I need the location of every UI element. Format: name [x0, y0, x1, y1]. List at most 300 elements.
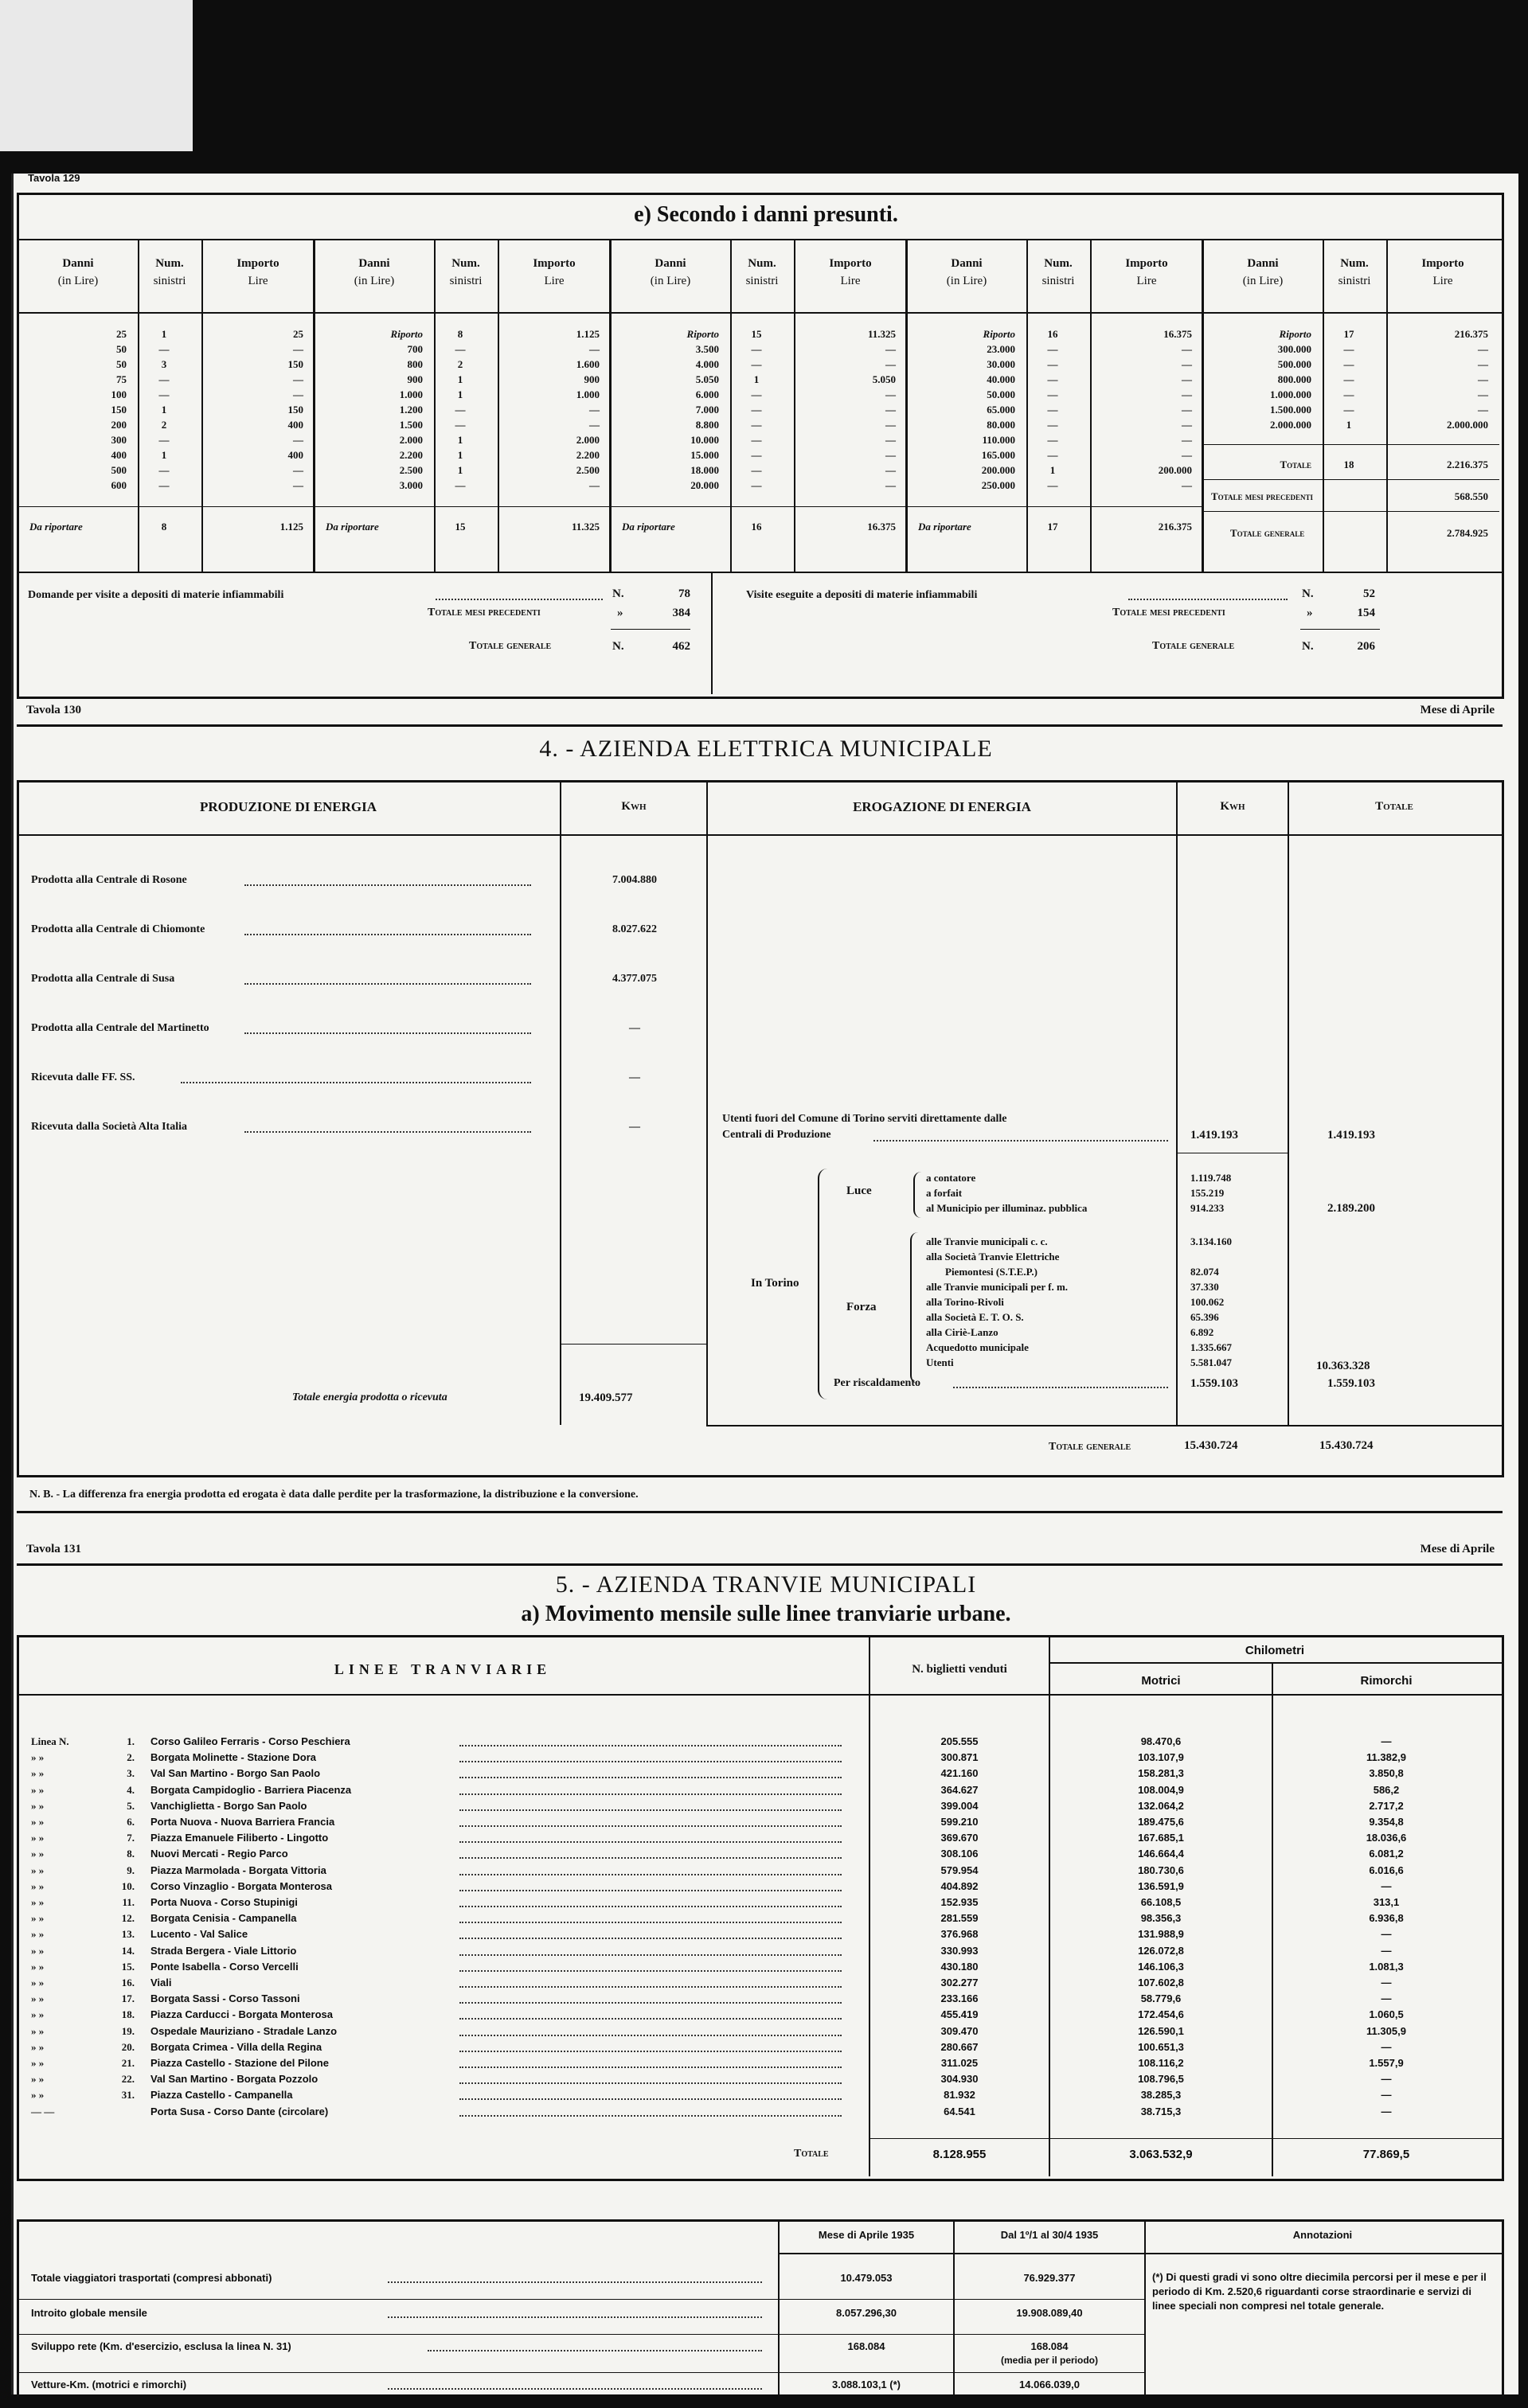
line-tickets: 399.004: [940, 1799, 979, 1812]
table-cell: —: [1182, 343, 1192, 355]
table-cell: 1: [1346, 419, 1352, 431]
line-rimorchi: —: [1381, 2040, 1392, 2053]
table-cell: —: [1047, 419, 1058, 431]
table-cell: 400: [111, 449, 127, 461]
forza-value: 82.074: [1190, 1266, 1219, 1278]
line-tickets: 152.935: [940, 1896, 979, 1908]
rule: [1203, 444, 1499, 445]
table-cell: —: [751, 404, 762, 416]
leader: [459, 2098, 842, 2100]
line-tickets: 311.025: [940, 2057, 979, 2069]
line-tickets: 430.180: [940, 1960, 979, 1973]
rule: [907, 506, 1203, 507]
line-number: 18.: [121, 2008, 135, 2021]
line-tickets: 300.871: [940, 1751, 979, 1764]
rule: [1176, 780, 1178, 1425]
line-prefix: » »: [31, 2057, 45, 2069]
line-name: Ospedale Mauriziano - Stradale Lanzo: [150, 2024, 338, 2037]
line-motrici: 108.004,9: [1138, 1783, 1184, 1796]
table-cell: 1.125: [576, 328, 600, 340]
leader: [953, 1387, 1168, 1388]
line-prefix: » »: [31, 1992, 45, 2005]
carry-forward: 11.325: [571, 521, 600, 533]
line-number: 3.: [127, 1767, 135, 1780]
table-cell: —: [885, 388, 896, 400]
rule: [17, 1694, 1503, 1696]
leader: [436, 599, 603, 600]
line-rimorchi: 6.016,6: [1369, 1864, 1404, 1876]
table-cell: —: [1182, 358, 1192, 370]
table-cell: 7.000: [695, 404, 719, 416]
line-tickets: 302.277: [940, 1977, 979, 1988]
table-cell: —: [885, 449, 896, 461]
visits-left-n-label: N.: [612, 587, 624, 600]
line-rimorchi: 6.936,8: [1369, 1912, 1404, 1925]
t131-title: 5. - AZIENDA TRANVIE MUNICIPALI: [555, 1571, 977, 1598]
visits-left-label: Domande per visite a depositi di materie infiammabili: [28, 589, 284, 601]
rule: [17, 1511, 1503, 1513]
line-motrici: 158.281,3: [1138, 1767, 1184, 1780]
column-header: Danni: [62, 257, 94, 270]
document-page: [11, 174, 1518, 2394]
table-cell: —: [158, 434, 170, 446]
table-cell: —: [1047, 343, 1058, 355]
table-cell: —: [1182, 388, 1192, 400]
rule: [17, 2334, 1144, 2335]
rule: [1144, 2219, 1146, 2394]
forza-value: 1.335.667: [1190, 1341, 1232, 1353]
table-cell: —: [293, 388, 303, 400]
table-cell: 3.500: [695, 343, 719, 355]
table-cell: —: [751, 358, 762, 370]
table-cell: —: [1478, 373, 1488, 385]
line-motrici: 108.796,5: [1138, 2073, 1184, 2086]
forza-label: alla Società E. T. O. S.: [926, 1311, 1024, 1323]
table-cell: Riporto: [1279, 328, 1311, 340]
table-cell: 50.000: [987, 388, 1015, 400]
t130-mese: Mese di Aprile: [1420, 704, 1495, 716]
t130-kwh2-header: Kwh: [1220, 800, 1245, 813]
line-tickets: 205.555: [940, 1735, 979, 1747]
table-cell: 500.000: [1277, 358, 1311, 370]
line-prefix: » »: [31, 1912, 45, 1925]
table-cell: —: [158, 373, 170, 385]
table-cell: 600: [111, 479, 127, 491]
t131-tot-label: Totale: [794, 2148, 829, 2160]
line-motrici: 146.664,4: [1138, 1848, 1184, 1860]
line-motrici: 100.651,3: [1138, 2040, 1184, 2053]
rule: [17, 2372, 1144, 2373]
t131-sum-h3: Annotazioni: [1292, 2229, 1353, 2241]
rule: [611, 506, 907, 507]
rule: [706, 1425, 1503, 1426]
table-cell: 700: [407, 343, 423, 355]
rule: [1288, 780, 1289, 1425]
table-cell: —: [293, 343, 303, 355]
table-cell: 11.325: [867, 328, 896, 340]
table-cell: —: [1343, 358, 1354, 370]
carry-forward: 16.375: [867, 521, 896, 533]
line-tickets: 304.930: [940, 2073, 979, 2086]
line-prefix: » »: [31, 1928, 45, 1941]
production-label: Prodotta alla Centrale del Martinetto: [31, 1022, 209, 1034]
t130-gen-tot: 15.430.724: [1319, 1439, 1374, 1452]
table-cell: 18.000: [690, 464, 719, 476]
table-cell: 2.200: [399, 449, 423, 461]
table-cell: —: [1047, 449, 1058, 461]
line-number: 12.: [121, 1912, 135, 1925]
line-prefix: » »: [31, 1783, 45, 1796]
leader: [459, 2018, 842, 2020]
column-header: Num.: [155, 257, 184, 270]
leader: [244, 884, 531, 886]
column-header: Importo: [1421, 257, 1464, 270]
line-name: Porta Nuova - Corso Stupinigi: [150, 1896, 298, 1908]
line-tickets: 280.667: [940, 2040, 979, 2053]
line-prefix: » »: [31, 2008, 45, 2021]
table-cell: 10.000: [690, 434, 719, 446]
table-cell: 6.000: [695, 388, 719, 400]
leader: [873, 1140, 1168, 1142]
forza-value: 5.581.047: [1190, 1356, 1232, 1368]
line-rimorchi: 6.081,2: [1369, 1848, 1404, 1860]
table-cell: 65.000: [987, 404, 1015, 416]
rule: [18, 506, 315, 507]
table-cell: 50: [116, 343, 127, 355]
line-rimorchi: —: [1381, 2089, 1392, 2102]
table-cell: —: [885, 434, 896, 446]
line-name: Corso Vinzaglio - Borgata Monterosa: [150, 1879, 333, 1892]
table-cell: —: [1047, 404, 1058, 416]
forza-label: Utenti: [926, 1356, 954, 1368]
t131-col-motrici: Motrici: [1141, 1674, 1181, 1688]
table-cell: 17: [1343, 328, 1354, 340]
rule: [17, 2299, 1144, 2300]
table-cell: —: [293, 479, 303, 491]
line-name: Piazza Castello - Stazione del Pilone: [150, 2057, 329, 2069]
line-number: 10.: [121, 1879, 135, 1892]
summary-month: 8.057.296,30: [836, 2307, 897, 2319]
table-cell: 400: [287, 449, 303, 461]
column-header-sub: (in Lire): [946, 275, 987, 287]
line-rimorchi: —: [1381, 1977, 1392, 1988]
rule: [706, 780, 708, 1425]
leader: [459, 2067, 842, 2068]
t130-utenti-fuori-kwh: 1.419.193: [1190, 1129, 1238, 1142]
table-cell: —: [158, 388, 170, 400]
line-prefix: » »: [31, 1832, 45, 1844]
line-name: Piazza Marmolada - Borgata Vittoria: [150, 1864, 326, 1876]
leader: [459, 1938, 842, 1939]
table-cell: —: [455, 404, 466, 416]
table-cell: 1: [161, 328, 167, 340]
total-cell: Totale: [1280, 459, 1311, 470]
table-cell: 250.000: [981, 479, 1015, 491]
line-motrici: 107.602,8: [1138, 1977, 1184, 1988]
column-header: Num.: [748, 257, 776, 270]
column-header-sub: sinistri: [449, 275, 483, 287]
table-cell: —: [1047, 388, 1058, 400]
summary-period-note: (media per il periodo): [1000, 2355, 1098, 2366]
t130-luce: Luce: [846, 1184, 872, 1197]
leader: [244, 934, 531, 935]
visits-left-n: 78: [678, 587, 690, 600]
table-cell: 1: [457, 434, 463, 446]
table-cell: 3.000: [399, 479, 423, 491]
visits-right-n: 52: [1363, 587, 1375, 600]
leader: [244, 1131, 531, 1133]
t131-tot-m: 3.063.532,9: [1129, 2148, 1193, 2161]
carry-forward: Da riportare: [326, 521, 379, 533]
visits-right-prec-label: Totale mesi precedenti: [1112, 607, 1225, 619]
rule: [869, 2138, 1503, 2139]
table-cell: —: [751, 343, 762, 355]
line-name: Piazza Emanuele Filiberto - Lingotto: [150, 1832, 329, 1844]
table-cell: —: [589, 343, 600, 355]
line-tickets: 404.892: [940, 1879, 979, 1892]
table-cell: 2.500: [576, 464, 600, 476]
t130-forza-tot: 10.363.328: [1316, 1360, 1370, 1372]
table-cell: 5.050: [872, 373, 896, 385]
t131-tot-r: 77.869,5: [1362, 2148, 1410, 2161]
line-rimorchi: 586,2: [1373, 1783, 1400, 1796]
table-cell: —: [1478, 358, 1488, 370]
table-cell: —: [751, 434, 762, 446]
leader: [459, 1761, 842, 1762]
column-header: Importo: [533, 257, 576, 270]
visits-left-gen-n: N.: [612, 640, 624, 653]
visits-right-gen-label: Totale generale: [1152, 640, 1235, 652]
line-name: Porta Susa - Corso Dante (circolare): [150, 2105, 329, 2117]
t130-title: 4. - AZIENDA ELETTRICA MUNICIPALE: [539, 736, 993, 762]
line-name: Piazza Castello - Campanella: [150, 2089, 293, 2102]
column-header: Importo: [1125, 257, 1168, 270]
visits-right-gen-n: N.: [1302, 640, 1314, 653]
table-cell: —: [1343, 373, 1354, 385]
column-header: Num.: [451, 257, 480, 270]
line-rimorchi: 1.060,5: [1369, 2008, 1404, 2021]
leader: [388, 2316, 762, 2318]
leader: [459, 1825, 842, 1827]
table-cell: —: [751, 449, 762, 461]
column-header-sub: Lire: [840, 275, 861, 287]
table-cell: —: [885, 358, 896, 370]
table-cell: 1.000: [399, 388, 423, 400]
table-cell: —: [1047, 373, 1058, 385]
table-cell: 1: [753, 373, 760, 385]
line-tickets: 376.968: [940, 1928, 979, 1941]
summary-label: Introito globale mensile: [31, 2307, 147, 2319]
line-prefix: » »: [31, 1848, 45, 1860]
leader: [459, 1857, 842, 1859]
table-cell: —: [293, 373, 303, 385]
line-rimorchi: 9.354,8: [1369, 1816, 1404, 1828]
summary-label: Vetture-Km. (motrici e rimorchi): [31, 2379, 187, 2390]
line-prefix: » »: [31, 1879, 45, 1892]
line-rimorchi: 1.081,3: [1369, 1960, 1404, 1973]
t130-tavola: Tavola 130: [26, 704, 82, 716]
table-cell: 16.375: [1163, 328, 1192, 340]
t130-riscaldamento: 1.559.103: [1190, 1377, 1238, 1390]
line-rimorchi: —: [1381, 1735, 1392, 1747]
table-cell: 30.000: [987, 358, 1015, 370]
table-cell: 1: [161, 449, 167, 461]
line-motrici: 126.590,1: [1138, 2024, 1184, 2037]
table-cell: 150: [111, 404, 127, 416]
line-prefix: Linea N.: [31, 1735, 69, 1747]
table-cell: —: [1182, 434, 1192, 446]
column-header-sub: sinistri: [745, 275, 779, 287]
leader: [1128, 599, 1288, 600]
table-cell: 1.200: [399, 404, 423, 416]
line-motrici: 98.470,6: [1140, 1735, 1182, 1747]
leader: [459, 1986, 842, 1988]
line-number: 4.: [127, 1783, 135, 1796]
forza-value: 37.330: [1190, 1281, 1219, 1293]
table-cell: 2.200: [576, 449, 600, 461]
visits-left-prec: 384: [672, 607, 690, 619]
line-prefix: » »: [31, 1977, 45, 1988]
line-prefix: » »: [31, 1816, 45, 1828]
table-cell: 900: [584, 373, 600, 385]
table-cell: 8: [457, 328, 463, 340]
column-header: Danni: [1247, 257, 1279, 270]
line-motrici: 38.285,3: [1140, 2089, 1182, 2102]
line-motrici: 132.064,2: [1138, 1799, 1184, 1812]
line-number: 6.: [127, 1816, 135, 1828]
luce-label: al Municipio per illuminaz. pubblica: [926, 1202, 1088, 1214]
rule: [17, 724, 1503, 727]
line-rimorchi: —: [1381, 2105, 1392, 2117]
leader: [459, 1745, 842, 1746]
t130-in-torino: In Torino: [751, 1277, 799, 1290]
line-name: Lucento - Val Salice: [150, 1928, 248, 1941]
leader: [459, 1841, 842, 1843]
rule: [1386, 479, 1388, 572]
table-cell: —: [1047, 479, 1058, 491]
table-cell: 100: [111, 388, 127, 400]
leader: [459, 1906, 842, 1907]
line-motrici: 131.988,9: [1138, 1928, 1184, 1941]
table-cell: 150: [287, 404, 303, 416]
line-motrici: 103.107,9: [1138, 1751, 1184, 1764]
rule: [17, 834, 1503, 836]
forza-label: Piemontesi (S.T.E.P.): [945, 1266, 1038, 1278]
table-cell: —: [589, 479, 600, 491]
line-tickets: 81.932: [944, 2089, 975, 2102]
table-cell: 75: [116, 373, 127, 385]
column-header: Danni: [655, 257, 686, 270]
t130-erog-header: EROGAZIONE DI ENERGIA: [853, 799, 1031, 814]
table-cell: 1.600: [576, 358, 600, 370]
line-rimorchi: —: [1381, 1992, 1392, 2005]
line-tickets: 364.627: [940, 1783, 979, 1796]
t130-riscaldamento-tot: 1.559.103: [1327, 1377, 1375, 1390]
leader: [428, 2350, 762, 2351]
table-cell: —: [885, 343, 896, 355]
t131-tot-b: 8.128.955: [932, 2148, 987, 2161]
line-prefix: » »: [31, 2024, 45, 2037]
table-cell: 300: [111, 434, 127, 446]
table-cell: 1: [457, 388, 463, 400]
forza-value: 6.892: [1190, 1326, 1214, 1338]
leader: [459, 2082, 842, 2084]
t131-subtitle: a) Movimento mensile sulle linee tranviarie urbane.: [521, 1602, 1011, 1626]
column-header: Importo: [829, 257, 872, 270]
summary-period: 19.908.089,40: [1016, 2307, 1083, 2319]
table-cell: Riporto: [390, 328, 423, 340]
table-cell: 1: [457, 373, 463, 385]
total-cell: 18: [1343, 459, 1354, 470]
line-rimorchi: 313,1: [1373, 1896, 1400, 1908]
t130-luce-tot: 2.189.200: [1327, 1202, 1375, 1215]
rule: [611, 629, 690, 630]
line-number: 9.: [127, 1864, 135, 1876]
column-header: Importo: [236, 257, 279, 270]
carry-forward: 15: [455, 521, 466, 533]
forza-label: alla Torino-Rivoli: [926, 1296, 1004, 1308]
line-name: Borgata Campidoglio - Barriera Piacenza: [150, 1783, 352, 1796]
leader: [459, 2035, 842, 2036]
line-rimorchi: 11.305,9: [1366, 2024, 1406, 2037]
table-cell: —: [885, 404, 896, 416]
t130-prod-total-label: Totale energia prodotta o ricevuta: [292, 1391, 447, 1403]
production-value: —: [629, 1121, 640, 1133]
line-tickets: 233.166: [940, 1992, 979, 2005]
table-cell: 15: [751, 328, 762, 340]
leader: [244, 1032, 531, 1034]
line-rimorchi: 3.850,8: [1369, 1767, 1404, 1780]
table-cell: —: [1478, 404, 1488, 416]
visits-right-n-label: N.: [1302, 587, 1314, 600]
table-cell: —: [293, 434, 303, 446]
line-rimorchi: 11.382,9: [1366, 1751, 1406, 1764]
visits-right-label: Visite eseguite a depositi di materie infiammabili: [746, 589, 978, 601]
t131-tavola: Tavola 131: [26, 1543, 82, 1555]
grand-total-label: Totale generale: [1230, 527, 1305, 539]
leader: [459, 2002, 842, 2004]
rule: [1203, 479, 1499, 480]
line-number: 16.: [121, 1977, 135, 1988]
carry-forward: Da riportare: [29, 521, 83, 533]
visits-left-gen-label: Totale generale: [469, 640, 552, 652]
production-label: Prodotta alla Centrale di Chiomonte: [31, 923, 205, 935]
luce-label: a contatore: [926, 1172, 976, 1184]
rule: [711, 572, 713, 694]
line-number: 17.: [121, 1992, 135, 2005]
table-cell: 3: [161, 358, 167, 370]
leader: [459, 1970, 842, 1972]
leader: [459, 1922, 842, 1923]
table-cell: 25: [293, 328, 303, 340]
table-cell: 500: [111, 464, 127, 476]
t131-col-rimorchi: Rimorchi: [1360, 1674, 1413, 1688]
table-cell: 5.050: [695, 373, 719, 385]
leader: [459, 1793, 842, 1795]
line-number: 11.: [122, 1896, 135, 1908]
line-prefix: » »: [31, 1799, 45, 1812]
table-cell: 1.500: [399, 419, 423, 431]
t130-prod-total: 19.409.577: [579, 1391, 633, 1404]
carry-forward: 1.125: [279, 521, 303, 533]
t131-col-chilometri: Chilometri: [1245, 1644, 1305, 1657]
table-cell: —: [1182, 373, 1192, 385]
summary-period: 14.066.039,0: [1019, 2379, 1080, 2390]
line-number: 8.: [127, 1848, 135, 1860]
grand-total-value: 2.784.925: [1447, 527, 1488, 539]
total-cell: 2.216.375: [1447, 459, 1488, 470]
line-rimorchi: 18.036,6: [1366, 1832, 1407, 1844]
